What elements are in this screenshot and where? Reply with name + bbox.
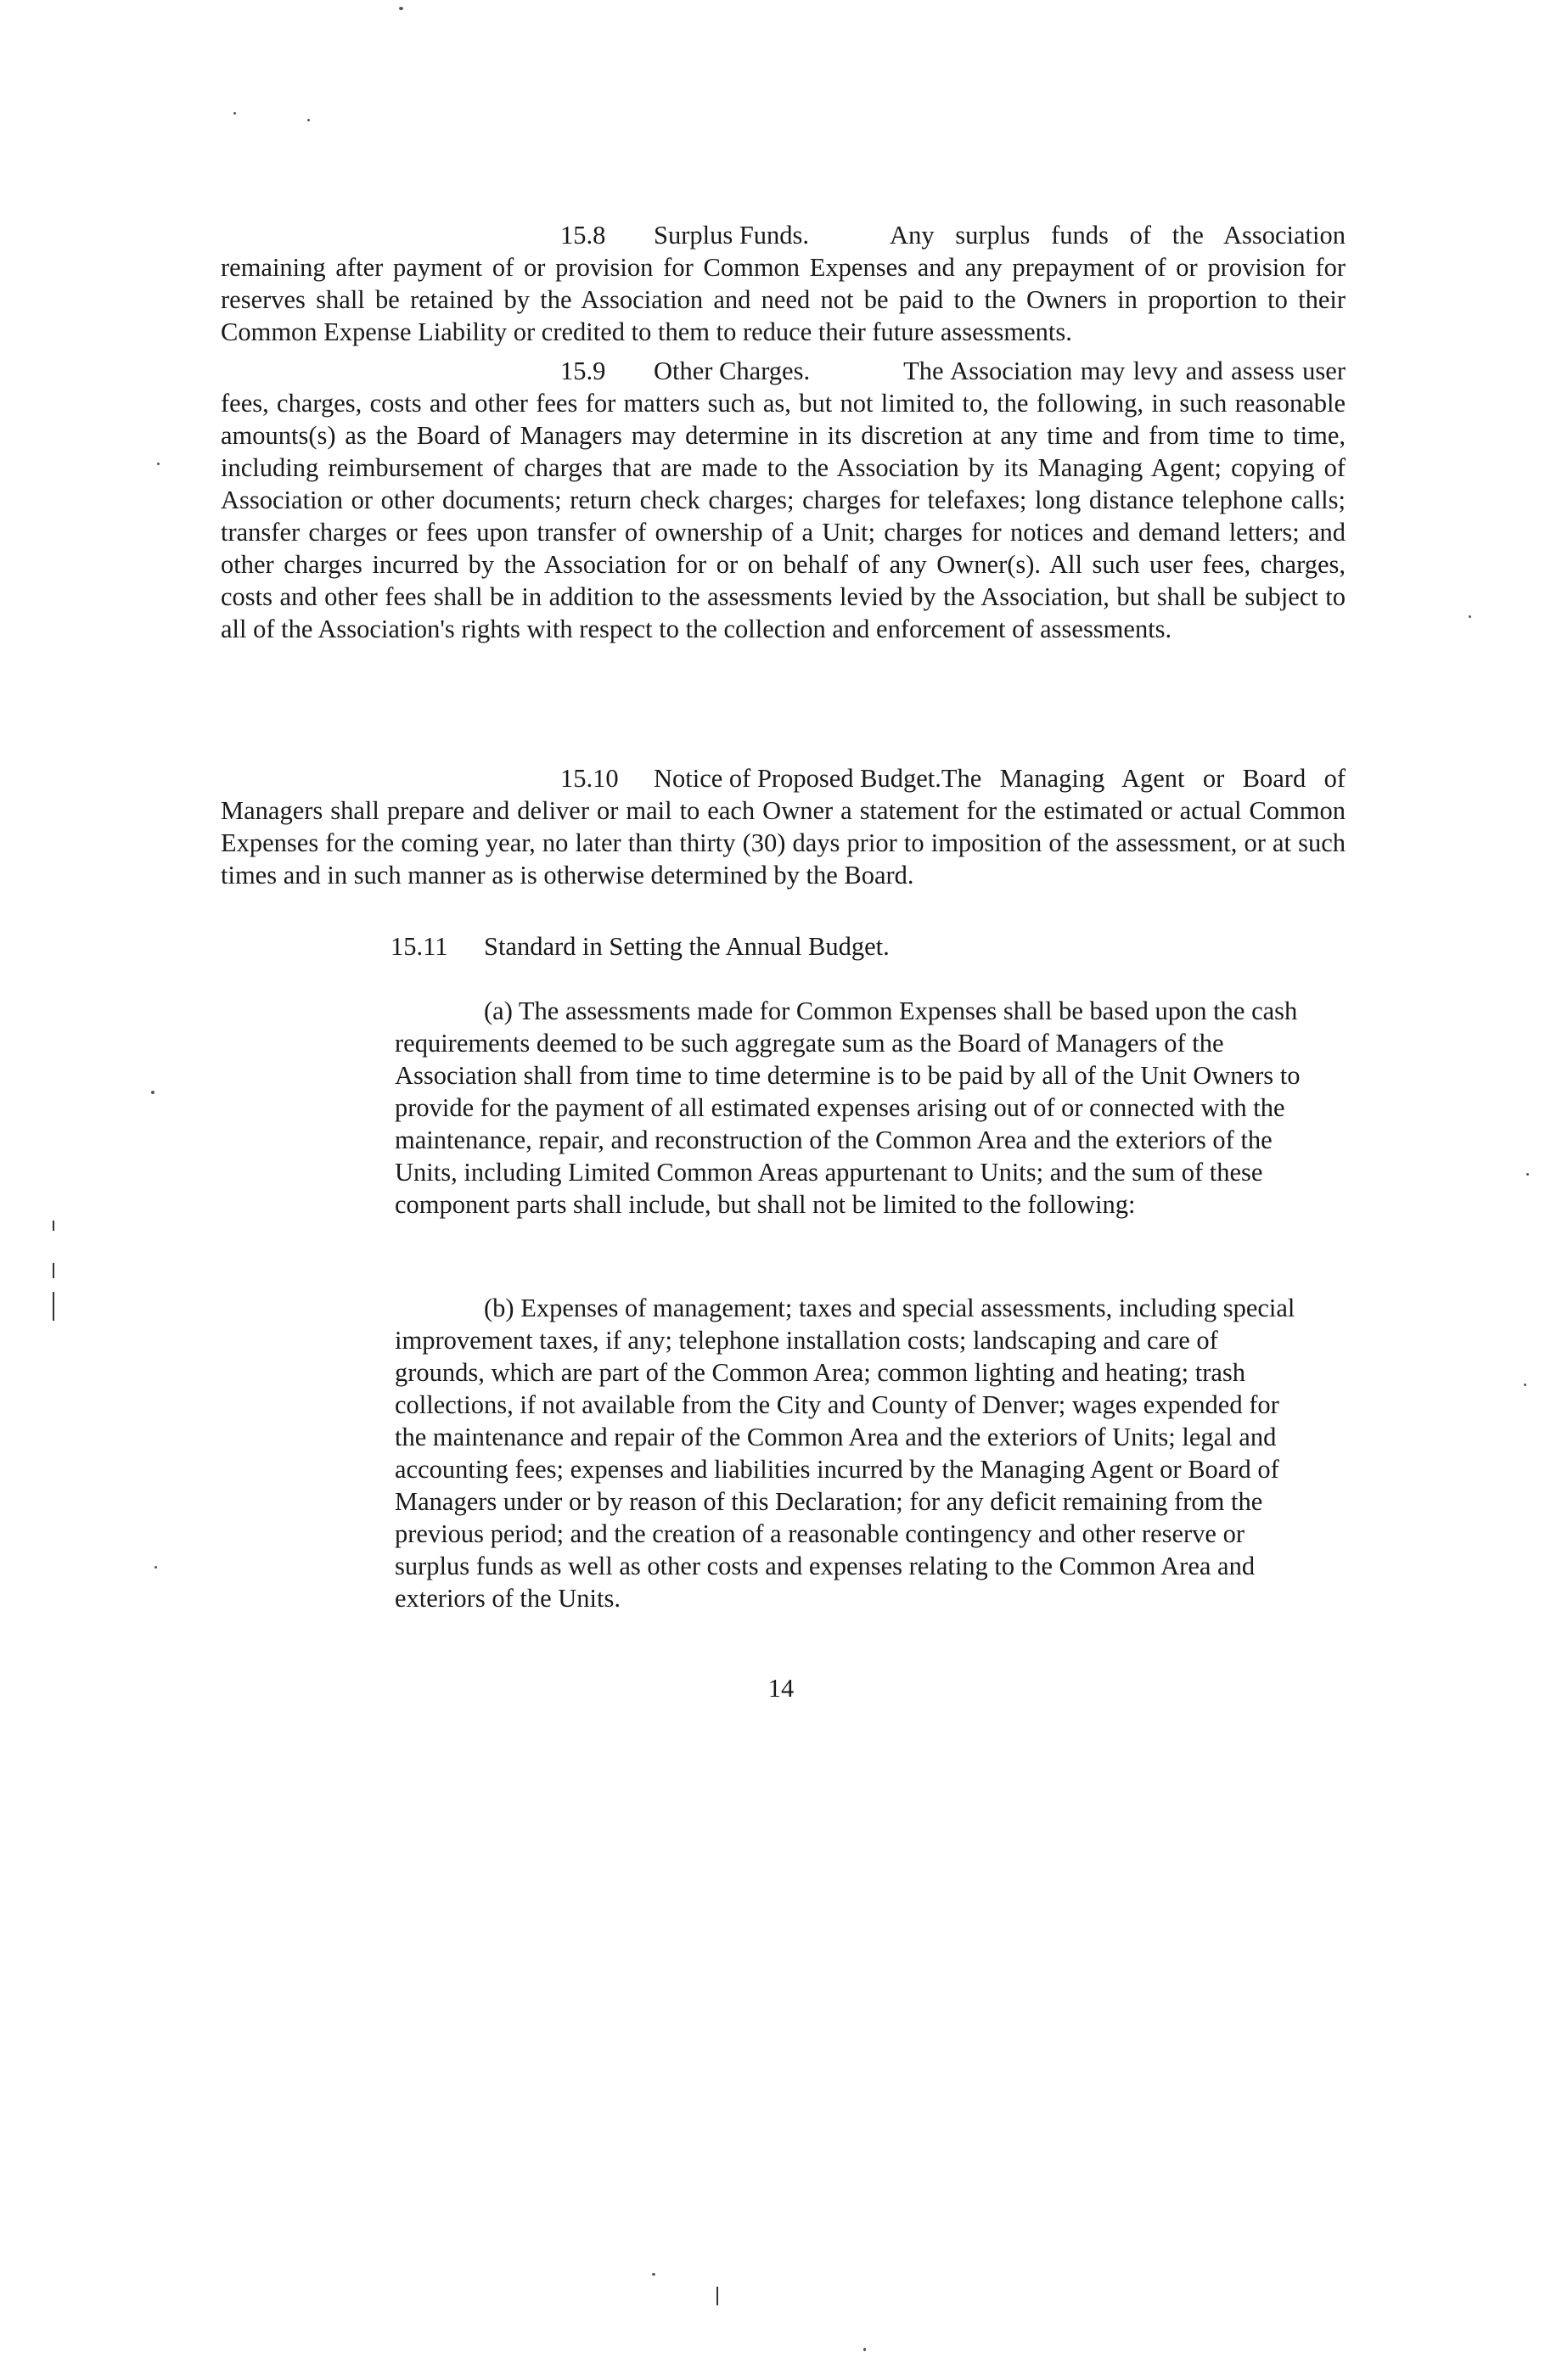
section-title: Other Charges. [654,356,811,385]
section-title: Surplus Funds. [654,221,810,250]
section-15-9 [221,355,1346,645]
section-number: 15.9 [560,356,606,385]
section-body: Any surplus funds of the Association remaining after payment of or provision for Common Expenses and any prepayment of or provision for reserves shall be retained by the Association and need not be paid to the Owners in proportion to their Common Expense Liability or credited to them to reduce their future assessments. [221,221,1346,346]
scan-mark [716,2287,718,2305]
scan-speck [1524,1384,1526,1386]
section-15-11-heading [390,930,890,963]
scan-speck [1469,615,1471,618]
section-number: 15.8 [560,221,606,250]
scan-speck [652,2273,655,2276]
subsection-b: (b) Expenses of management; taxes and special assessments, including special improvement taxes, if any; telephone installation costs; landscaping and care of grounds, which are part of the Common Area; common lighting and heating; trash collections, if not available from the City and County of Denver; wages expended for the maintenance and repair of the Common Area and the exteriors of Units; legal and accounting fees; expenses and liabilities incurred by the Managing Agent or Board of Managers under or by reason of this Declaration; for any deficit remaining from the previous period; and the creation of a reasonable contingency and other reserve or surplus funds as well as other costs and expenses relating to the Common Area and exteriors of the Units. [395,1294,1295,1613]
section-title: Notice of Proposed Budget. [654,764,941,793]
scan-speck [157,463,160,465]
section-15-10 [221,762,1346,891]
scan-speck [151,1091,155,1094]
scan-speck [155,1566,157,1569]
section-number: 15.10 [560,764,619,793]
section-title: Standard in Setting the Annual Budget. [484,932,890,961]
scan-speck [307,119,310,121]
scan-mark [53,1292,54,1321]
subsection-a: (a) The assessments made for Common Expenses shall be based upon the cash requirements deemed to be such aggregate sum as the Board of Managers of the Association shall from time to time determine is to be paid by all of the Unit Owners to provide for the payment of all estimated expenses arising out of or connected with the maintenance, repair, and reconstruction of the Common Area and the exteriors of the Units, including Limited Common Areas appurtenant to Units; and the sum of these component parts shall include, but shall not be limited to the following: [395,996,1301,1219]
scan-speck [399,7,403,10]
section-body: The Managing Agent or Board of Managers shall prepare and deliver or mail to each Owner a statement for the estimated or actual Common Expenses for the coming year, no later than thirty (30) days prior to imposition of the assessment, or at such times and in such manner as is otherwise determined by the Board. [221,764,1346,890]
scan-mark [53,1221,54,1231]
section-15-8 [221,219,1346,348]
page-number: 14 [767,1674,795,1703]
section-number: 15.11 [390,932,448,961]
scan-speck [863,2348,866,2351]
scan-speck [1526,1173,1529,1176]
scan-mark [53,1263,54,1278]
section-body: The Association may levy and assess user fees, charges, costs and other fees for matters such as, but not limited to, the following, in such reasonable amounts(s) as the Board of Managers may determine in its discretion at any time and from time to time, including reimbursement of charges that are made to the Association by its Managing Agent; copying of Association or other documents; return check charges; charges for telefaxes; long distance telephone calls; transfer charges or fees upon transfer of ownership of a Unit; charges for notices and demand letters; and other charges incurred by the Association for or on behalf of any Owner(s). All such user fees, charges, costs and other fees shall be in addition to the assessments levied by the Association, but shall be subject to all of the Association's rights with respect to the collection and enforcement of assessments. [221,356,1346,643]
scan-speck [233,112,236,115]
